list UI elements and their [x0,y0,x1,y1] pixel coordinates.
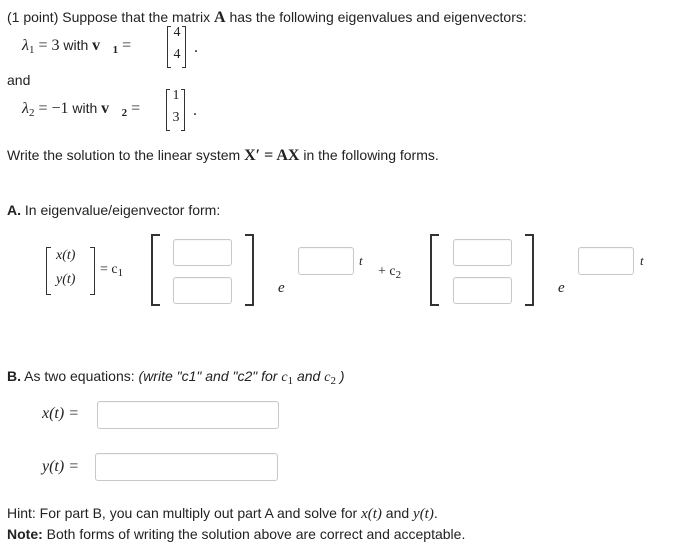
eigenvector-2-component-1: 1 [172,88,180,103]
with-text: with [68,100,102,116]
part-b-c2-subscript: 2 [330,375,336,387]
with-text: with [59,37,93,53]
plus-c2 [378,262,401,281]
exp-e-1: e [278,280,285,296]
equals-sign: = [118,37,132,54]
system-equation: X′ = AX [244,147,300,164]
part-b-description: As two equations: [21,368,139,384]
x-equation-label: x(t) = [42,405,79,422]
equals-c1 [100,260,123,279]
eigenvector-2-top-input[interactable] [453,239,512,266]
matrix-symbol: A [214,9,226,26]
x-equation-input[interactable] [97,401,279,429]
part-a-letter: A. [7,202,21,218]
vector-subscript: 2 [121,107,128,119]
equals-c: = c [100,262,118,277]
part-b-c: c [324,370,331,385]
exp-e-2: e [558,280,565,296]
lambda-subscript: 2 [28,107,35,119]
system-text [7,147,439,165]
eigenvalue-2-exponent-input[interactable] [578,247,634,275]
eigenvector-2-input-right-bracket [525,234,534,306]
part-b-label [7,368,345,387]
intro-text-after: has the following eigenvalues and eigenvectors: [225,9,527,25]
intro-text [7,9,527,27]
y-equation-label: y(t) = [42,458,79,475]
eigenvector-2-bottom-input[interactable] [453,277,512,304]
eigenvalue-1: = 3 [34,37,60,54]
y-equation-input[interactable] [95,453,278,481]
eigenvector-1-input-right-bracket [245,234,254,306]
part-b-hint-text: (write "c1" and "c2" for [138,368,282,384]
eigenvector-1-component-2: 4 [173,47,181,62]
note-label: Note: [7,526,43,542]
part-b-close: ) [335,368,345,384]
part-a-label [7,202,220,218]
hint-text [7,505,438,523]
eigenvector-1-component-1: 4 [173,25,181,40]
vector-subscript: 1 [112,44,119,56]
eigenvector-2-component-2: 3 [172,110,180,125]
part-b-c: c [281,370,288,385]
lhs-right-bracket [90,247,95,295]
note-body: Both forms of writing the solution above are correct and acceptable. [42,526,466,542]
eigenvalue-2: = −1 [34,100,69,117]
eigenvector-1-bottom-input[interactable] [173,277,232,304]
lhs-y-of-t: y(t) [56,272,76,287]
equals-sign: = [127,100,141,117]
lambda-subscript: 1 [28,44,35,56]
plus-c: + c [378,264,396,279]
hint-y: y(t) [413,506,434,522]
note-text [7,526,465,542]
eigenvector-1-top-input[interactable] [173,239,232,266]
c1-subscript: 1 [117,267,124,279]
eigenpair-2 [22,100,140,119]
eigenpair-1 [22,37,131,56]
intro-text-before: (1 point) Suppose that the matrix [7,9,214,25]
period-2: . [193,102,197,119]
period-1: . [194,39,198,56]
hint-period: . [433,505,438,521]
part-b-letter: B. [7,368,21,384]
c2-subscript: 2 [395,269,402,281]
part-b-c1-subscript: 1 [287,375,294,387]
hint-and: and [381,505,414,521]
vector-symbol: v⃗ [92,37,113,54]
lambda-symbol: λ [22,37,29,54]
system-text-after: in the following forms. [299,147,439,163]
hint-x: x(t) [361,506,382,522]
hint-text-before: Hint: For part B, you can multiply out part A and solve for [7,505,362,521]
part-a-description: In eigenvalue/eigenvector form: [21,202,221,218]
eigenvector-2-right-bracket [181,89,185,131]
system-text-before: Write the solution to the linear system [7,147,245,163]
vector-symbol: v⃗ [101,100,122,117]
eigenvector-2-input-left-bracket [430,234,439,306]
lhs-left-bracket [46,247,51,295]
lambda-symbol: λ [22,100,29,117]
exp-t-1: t [359,253,363,268]
eigenvector-1-input-left-bracket [151,234,160,306]
eigenvalue-1-exponent-input[interactable] [298,247,354,275]
eigenvector-1-right-bracket [182,26,186,68]
and-text: and [7,72,31,88]
part-b-and: and [293,368,325,384]
exp-t-2: t [640,253,644,268]
lhs-x-of-t: x(t) [56,248,76,263]
